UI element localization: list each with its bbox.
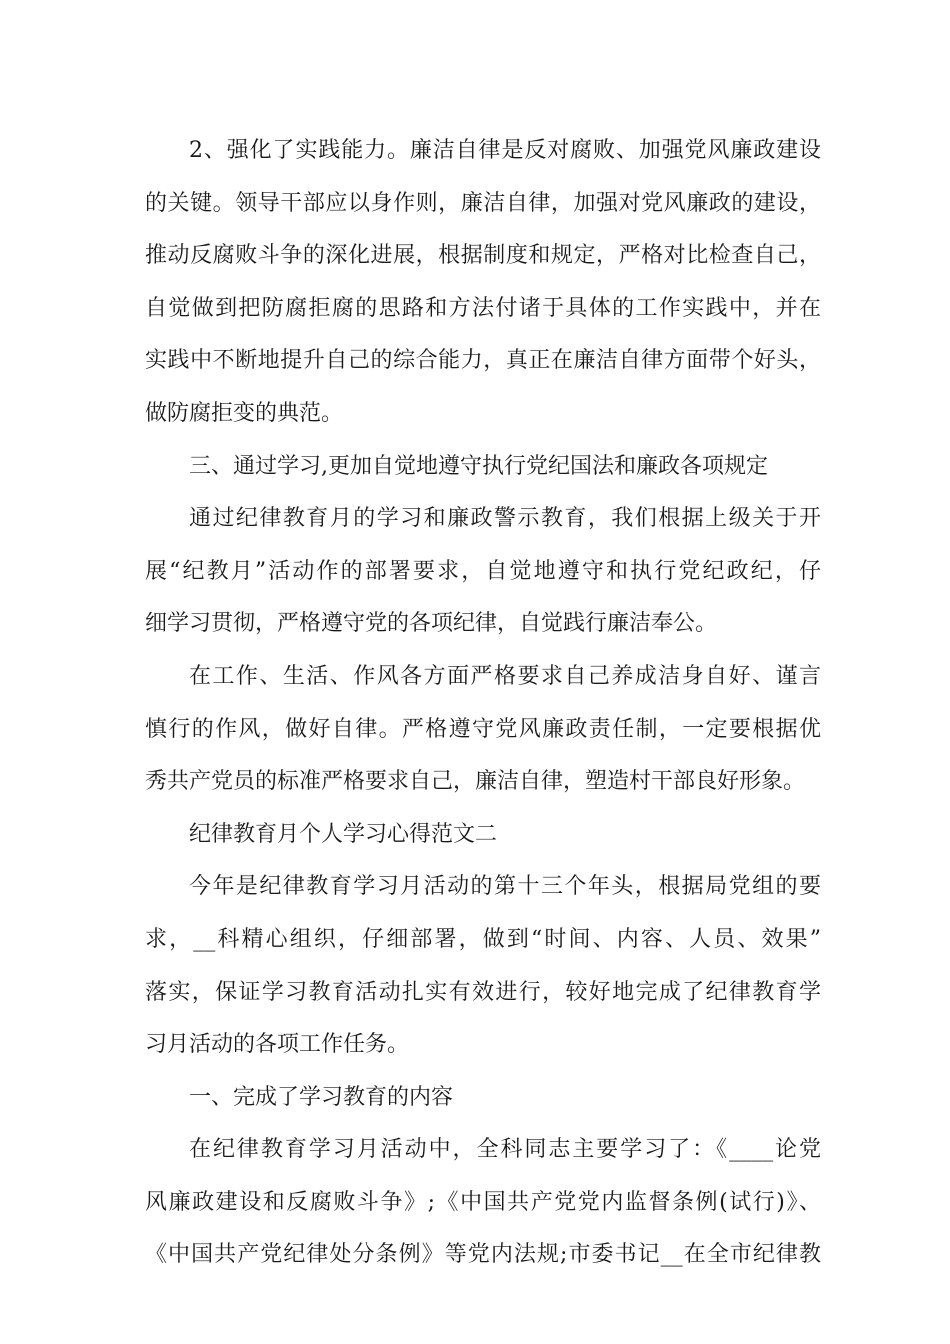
text-line: 纪律教育月个人学习心得范文二 — [189, 821, 498, 847]
text-line: 通过纪律教育月的学习和廉政警示教育，我们根据上级关于开 — [189, 506, 821, 532]
text-line: 推动反腐败斗争的深化进展，根据制度和规定，严格对比检查自己， — [145, 243, 821, 269]
text-line: 自觉做到把防腐拒腐的思路和方法付诸于具体的工作实践中，并在 — [145, 295, 821, 321]
text-line: 习月活动的各项工作任务。 — [145, 1032, 410, 1058]
text-line: 一、完成了学习教育的内容 — [189, 1084, 454, 1110]
text-line: 求，__科精心组织，仔细部署，做到“时间、内容、人员、效果” — [145, 926, 821, 952]
text-line: 《中国共产党纪律处分条例》等党内法规;市委书记__在全市纪律教 — [145, 1242, 821, 1268]
text-line: 落实，保证学习教育活动扎实有效进行，较好地完成了纪律教育学 — [145, 979, 821, 1005]
document-body — [145, 129, 821, 1286]
text-line: 在工作、生活、作风各方面严格要求自己养成洁身自好、谨言 — [189, 663, 821, 689]
text-line: 在纪律教育学习月活动中，全科同志主要学习了：《____论党 — [189, 1137, 821, 1163]
text-line: 今年是纪律教育学习月活动的第十三个年头，根据局党组的要 — [189, 874, 821, 900]
text-line: 2、强化了实践能力。廉洁自律是反对腐败、加强党风廉政建设 — [189, 138, 821, 163]
text-line: 做防腐拒变的典范。 — [145, 400, 344, 426]
text-line: 风廉政建设和反腐败斗争》;《中国共产党党内监督条例(试行)》、 — [145, 1189, 821, 1215]
text-line: 实践中不断地提升自己的综合能力，真正在廉洁自律方面带个好头， — [145, 348, 821, 374]
text-line: 秀共产党员的标准严格要求自己，廉洁自律，塑造村干部良好形象。 — [145, 769, 806, 795]
text-line: 展“纪教月”活动作的部署要求，自觉地遵守和执行党纪政纪，仔 — [145, 558, 821, 584]
text-line: 的关键。领导干部应以身作则，廉洁自律，加强对党风廉政的建设， — [145, 190, 821, 216]
text-line: 三、通过学习,更加自觉地遵守执行党纪国法和廉政各项规定 — [189, 453, 768, 479]
text-line: 慎行的作风，做好自律。严格遵守党风廉政责任制，一定要根据优 — [145, 716, 821, 742]
text-line: 细学习贯彻，严格遵守党的各项纪律，自觉践行廉洁奉公。 — [145, 611, 718, 637]
